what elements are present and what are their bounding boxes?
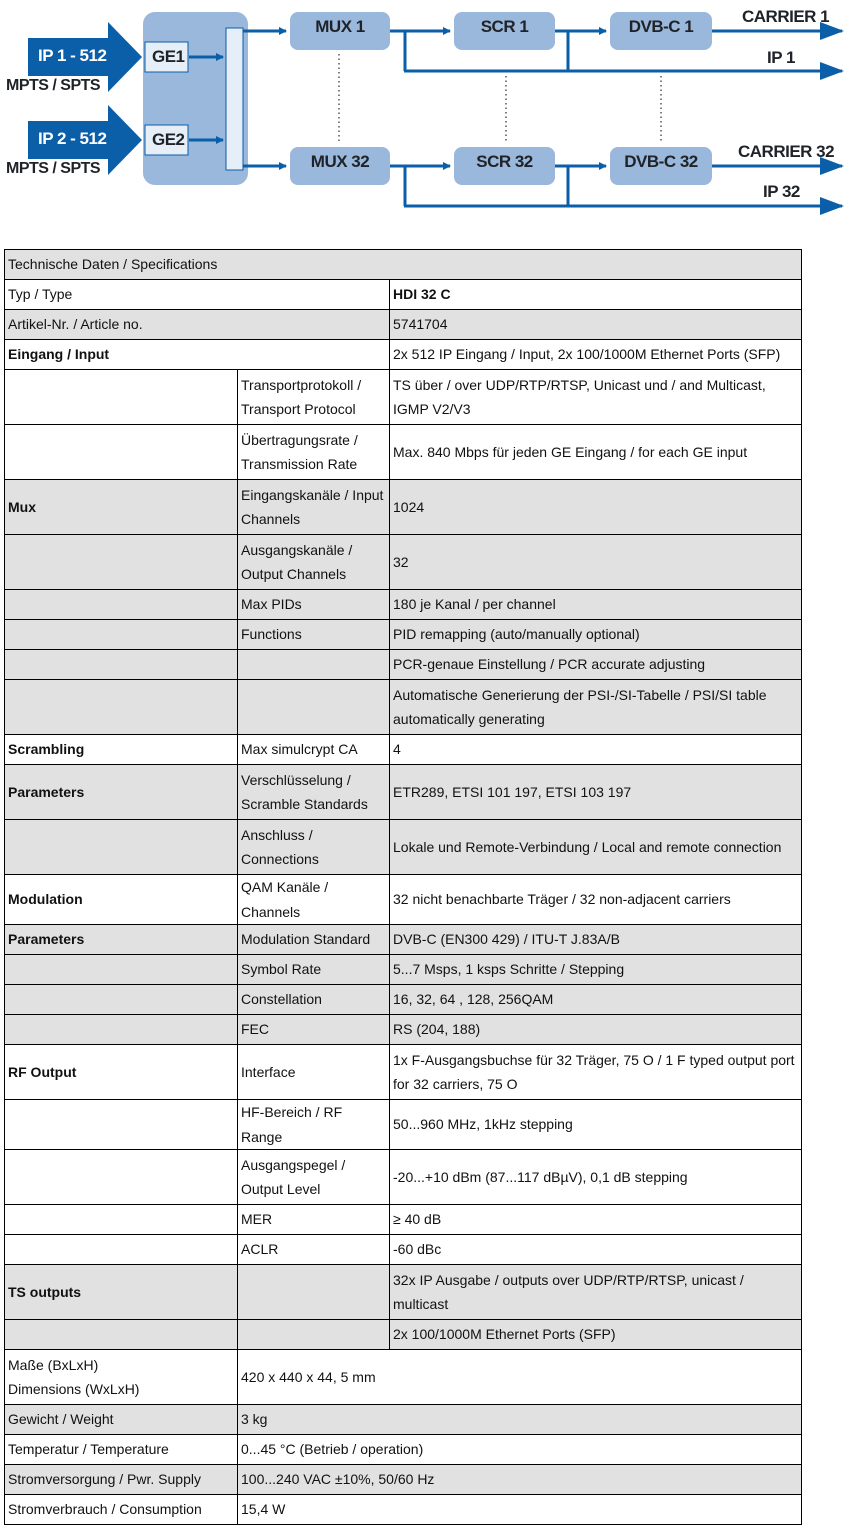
param-label: QAM Kanäle / Channels	[238, 875, 390, 925]
section-rf-output: RF Output	[5, 1045, 238, 1100]
empty-cell	[5, 1205, 238, 1235]
type-label: Typ / Type	[5, 280, 390, 310]
table-row	[5, 1100, 802, 1150]
param-label: Ausgangskanäle / Output Channels	[238, 535, 390, 590]
param-label: Functions	[238, 620, 390, 650]
weight-label: Gewicht / Weight	[5, 1405, 238, 1435]
ge2-label: GE2	[152, 130, 185, 149]
param-value: PID remapping (auto/manually optional)	[390, 620, 802, 650]
param-value: 2x 100/1000M Ethernet Ports (SFP)	[390, 1320, 802, 1350]
param-label: Ausgangspegel / Output Level	[238, 1150, 390, 1205]
bus-bar	[226, 28, 243, 170]
dvbc32-label: DVB-C 32	[624, 152, 698, 171]
empty-cell	[5, 1150, 238, 1205]
carrier1-label: CARRIER 1	[742, 7, 830, 26]
empty-cell	[5, 425, 238, 480]
param-value: TS über / over UDP/RTP/RTSP, Unicast und / and Multicast, IGMP V2/V3	[390, 370, 802, 425]
consumption-value: 15,4 W	[238, 1495, 802, 1525]
empty-cell	[5, 955, 238, 985]
param-value: 1x F-Ausgangsbuchse für 32 Träger, 75 O / 1 F typed output port for 32 carriers, 75 O	[390, 1045, 802, 1100]
param-value: ETR289, ETSI 101 197, ETSI 103 197	[390, 765, 802, 820]
param-label: FEC	[238, 1015, 390, 1045]
table-row	[5, 1015, 802, 1045]
param-label: Transportprotokoll / Transport Protocol	[238, 370, 390, 425]
section-ts-outputs: TS outputs	[5, 1265, 238, 1320]
weight-value: 3 kg	[238, 1405, 802, 1435]
table-row	[5, 735, 802, 765]
section-scrambling-parameters: Parameters	[5, 765, 238, 820]
param-value: 4	[390, 735, 802, 765]
empty-cell	[5, 680, 238, 735]
empty-cell	[5, 1235, 238, 1265]
param-value: -20...+10 dBm (87...117 dBµV), 0,1 dB stepping	[390, 1150, 802, 1205]
table-row	[5, 985, 802, 1015]
param-value: PCR-genaue Einstellung / PCR accurate adjusting	[390, 650, 802, 680]
param-value: 50...960 MHz, 1kHz stepping	[390, 1100, 802, 1150]
param-value: 32 nicht benachbarte Träger / 32 non-adjacent carriers	[390, 875, 802, 925]
input-1-label: IP 1 - 512	[38, 46, 107, 65]
param-value: RS (204, 188)	[390, 1015, 802, 1045]
table-row	[5, 425, 802, 480]
param-label	[238, 1320, 390, 1350]
param-label: Max PIDs	[238, 590, 390, 620]
table-row	[5, 680, 802, 735]
empty-cell	[5, 620, 238, 650]
table-row	[5, 1405, 802, 1435]
table-row	[5, 925, 802, 955]
table-row	[5, 650, 802, 680]
param-label: Symbol Rate	[238, 955, 390, 985]
dimensions-label-en: Dimensions (WxLxH)	[8, 1381, 140, 1397]
table-row	[5, 1235, 802, 1265]
param-label	[238, 680, 390, 735]
table-row	[5, 1495, 802, 1525]
param-label: Eingangskanäle / Input Channels	[238, 480, 390, 535]
param-label: Anschluss / Connections	[238, 820, 390, 875]
param-value: DVB-C (EN300 429) / ITU-T J.83A/B	[390, 925, 802, 955]
dvbc1-label: DVB-C 1	[628, 17, 694, 36]
temperature-label: Temperatur / Temperature	[5, 1435, 238, 1465]
param-value: Max. 840 Mbps für jeden GE Eingang / for each GE input	[390, 425, 802, 480]
table-row	[5, 955, 802, 985]
scr1-label: SCR 1	[480, 17, 529, 36]
table-row	[5, 1045, 802, 1100]
empty-cell	[5, 1100, 238, 1150]
temperature-value: 0...45 °C (Betrieb / operation)	[238, 1435, 802, 1465]
table-row	[5, 875, 802, 925]
specifications-table	[4, 249, 802, 1525]
input-value: 2x 512 IP Eingang / Input, 2x 100/1000M Ethernet Ports (SFP)	[390, 340, 802, 370]
table-row	[5, 370, 802, 425]
table-row	[5, 535, 802, 590]
table-row	[5, 1465, 802, 1495]
empty-cell	[5, 535, 238, 590]
table-row	[5, 765, 802, 820]
empty-cell	[5, 590, 238, 620]
table-row	[5, 1265, 802, 1320]
empty-cell	[5, 1015, 238, 1045]
param-label: Modulation Standard	[238, 925, 390, 955]
empty-cell	[5, 370, 238, 425]
section-scrambling: Scrambling	[5, 735, 238, 765]
table-title: Technische Daten / Specifications	[5, 250, 802, 280]
param-value: 32x IP Ausgabe / outputs over UDP/RTP/RTSP, unicast / multicast	[390, 1265, 802, 1320]
param-label: ACLR	[238, 1235, 390, 1265]
scr32-label: SCR 32	[476, 152, 533, 171]
article-label: Artikel-Nr. / Article no.	[5, 310, 390, 340]
carrier32-label: CARRIER 32	[738, 142, 835, 161]
table-row	[5, 1205, 802, 1235]
param-label: Verschlüsselung / Scramble Standards	[238, 765, 390, 820]
param-value: ≥ 40 dB	[390, 1205, 802, 1235]
table-row	[5, 1435, 802, 1465]
table-row	[5, 340, 802, 370]
ip1-label: IP 1	[767, 48, 795, 67]
section-modulation-parameters: Parameters	[5, 925, 238, 955]
param-value: Lokale und Remote-Verbindung / Local and remote connection	[390, 820, 802, 875]
article-value: 5741704	[390, 310, 802, 340]
empty-cell	[5, 1320, 238, 1350]
table-row	[5, 310, 802, 340]
param-label: Interface	[238, 1045, 390, 1100]
dimensions-label	[5, 1350, 238, 1405]
table-row	[5, 590, 802, 620]
param-label	[238, 650, 390, 680]
table-row	[5, 1150, 802, 1205]
param-value: 1024	[390, 480, 802, 535]
empty-cell	[5, 985, 238, 1015]
section-modulation: Modulation	[5, 875, 238, 925]
empty-cell	[5, 650, 238, 680]
param-value: Automatische Generierung der PSI-/SI-Tabelle / PSI/SI table automatically generating	[390, 680, 802, 735]
param-label: Übertragungsrate / Transmission Rate	[238, 425, 390, 480]
table-row	[5, 620, 802, 650]
param-value: 32	[390, 535, 802, 590]
power-supply-label: Stromversorgung / Pwr. Supply	[5, 1465, 238, 1495]
param-label: MER	[238, 1205, 390, 1235]
ip32-label: IP 32	[763, 182, 800, 201]
section-input: Eingang / Input	[5, 340, 390, 370]
param-value: 5...7 Msps, 1 ksps Schritte / Stepping	[390, 955, 802, 985]
type-value: HDI 32 C	[390, 280, 802, 310]
table-row	[5, 1350, 802, 1405]
table-row	[5, 280, 802, 310]
param-label: Constellation	[238, 985, 390, 1015]
param-value: -60 dBc	[390, 1235, 802, 1265]
power-supply-value: 100...240 VAC ±10%, 50/60 Hz	[238, 1465, 802, 1495]
table-row	[5, 1320, 802, 1350]
input-2-label: IP 2 - 512	[38, 129, 107, 148]
mux32-label: MUX 32	[310, 152, 370, 171]
dimensions-value: 420 x 440 x 44, 5 mm	[238, 1350, 802, 1405]
param-value: 180 je Kanal / per channel	[390, 590, 802, 620]
table-header-row	[5, 250, 802, 280]
table-row	[5, 480, 802, 535]
param-label: HF-Bereich / RF Range	[238, 1100, 390, 1150]
block-diagram	[0, 0, 850, 230]
dimensions-label-de: Maße (BxLxH)	[8, 1356, 99, 1373]
param-value: 16, 32, 64 , 128, 256QAM	[390, 985, 802, 1015]
input-2-sublabel: MPTS / SPTS	[6, 160, 101, 177]
empty-cell	[5, 820, 238, 875]
table-row	[5, 820, 802, 875]
consumption-label: Stromverbrauch / Consumption	[5, 1495, 238, 1525]
ge1-label: GE1	[152, 47, 185, 66]
diagram-graphics	[0, 0, 850, 230]
param-label: Max simulcrypt CA	[238, 735, 390, 765]
mux1-label: MUX 1	[315, 17, 365, 36]
section-mux: Mux	[5, 480, 238, 535]
param-label	[238, 1265, 390, 1320]
input-1-sublabel: MPTS / SPTS	[6, 77, 101, 94]
